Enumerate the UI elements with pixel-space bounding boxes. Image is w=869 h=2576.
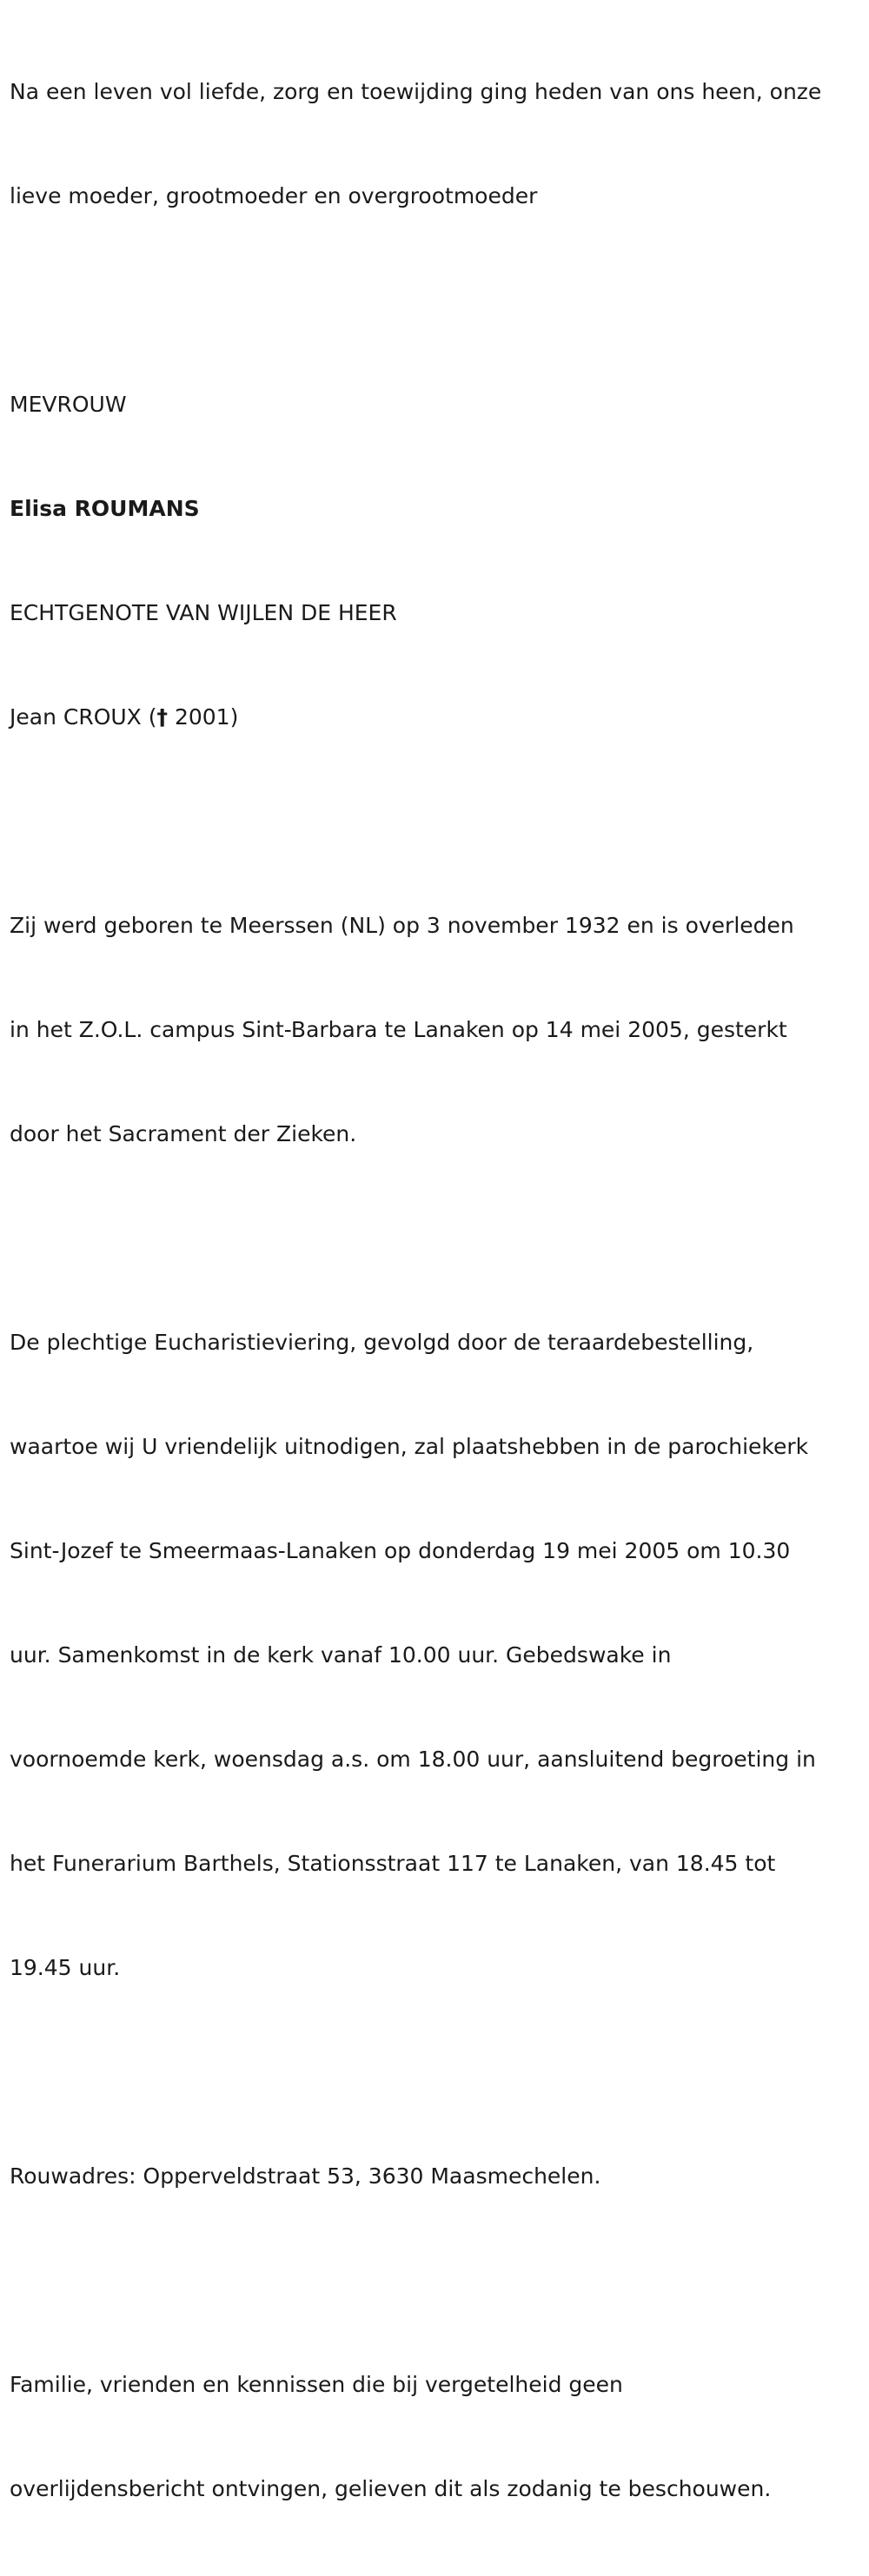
birth-death-line: Zij werd geboren te Meerssen (NL) op 3 november 1932 en is overleden — [10, 913, 794, 938]
intro-line: Na een leven vol liefde, zorg en toewijding ging heden van ons heen, onze — [10, 79, 822, 104]
deceased-block — [10, 318, 866, 804]
spacer — [10, 804, 866, 839]
deceased-name: Elisa ROUMANS — [10, 496, 200, 521]
spacer — [10, 2055, 866, 2090]
mourning-address: Rouwadres: Opperveldstraat 53, 3630 Maasmechelen. — [10, 2163, 601, 2189]
birth-death-paragraph — [10, 839, 866, 1221]
spacer — [10, 283, 866, 318]
spacer — [10, 1221, 866, 1256]
ceremony-paragraph — [10, 1256, 866, 2055]
ceremony-line: 19.45 uur. — [10, 1955, 121, 1980]
closing-paragraph — [10, 2298, 866, 2576]
birth-death-line: in het Z.O.L. campus Sint-Barbara te Lanaken op 14 mei 2005, gesterkt — [10, 1017, 787, 1042]
ceremony-line: waartoe wij U vriendelijk uitnodigen, zal plaatshebben in de parochiekerk — [10, 1434, 809, 1459]
ceremony-line: De plechtige Eucharistieviering, gevolgd door de teraardebestelling, — [10, 1330, 754, 1355]
cross-icon: † — [156, 704, 168, 730]
obituary-document — [10, 5, 866, 2576]
ceremony-line: het Funerarium Barthels, Stationsstraat 117 te Lanaken, van 18.45 tot — [10, 1851, 776, 1876]
relation-line: ECHTGENOTE VAN WIJLEN DE HEER — [10, 600, 397, 625]
intro-paragraph — [10, 5, 866, 283]
birth-death-line: door het Sacrament der Zieken. — [10, 1121, 357, 1146]
closing-line: Familie, vrienden en kennissen die bij vergetelheid geen — [10, 2372, 623, 2397]
spouse-name: Jean CROUX ( — [10, 704, 157, 730]
honorific-title: MEVROUW — [10, 392, 127, 417]
spacer — [10, 2263, 866, 2298]
intro-line: lieve moeder, grootmoeder en overgrootmoeder — [10, 183, 538, 208]
spouse-line — [10, 700, 866, 735]
ceremony-line: Sint-Jozef te Smeermaas-Lanaken op donderdag 19 mei 2005 om 10.30 — [10, 1538, 791, 1563]
address-paragraph — [10, 2090, 866, 2263]
spouse-death-year: 2001) — [168, 704, 239, 730]
closing-line: overlijdensbericht ontvingen, gelieven dit als zodanig te beschouwen. — [10, 2476, 772, 2501]
ceremony-line: uur. Samenkomst in de kerk vanaf 10.00 uur. Gebedswake in — [10, 1642, 672, 1668]
ceremony-line: voornoemde kerk, woensdag a.s. om 18.00 uur, aansluitend begroeting in — [10, 1747, 816, 1772]
